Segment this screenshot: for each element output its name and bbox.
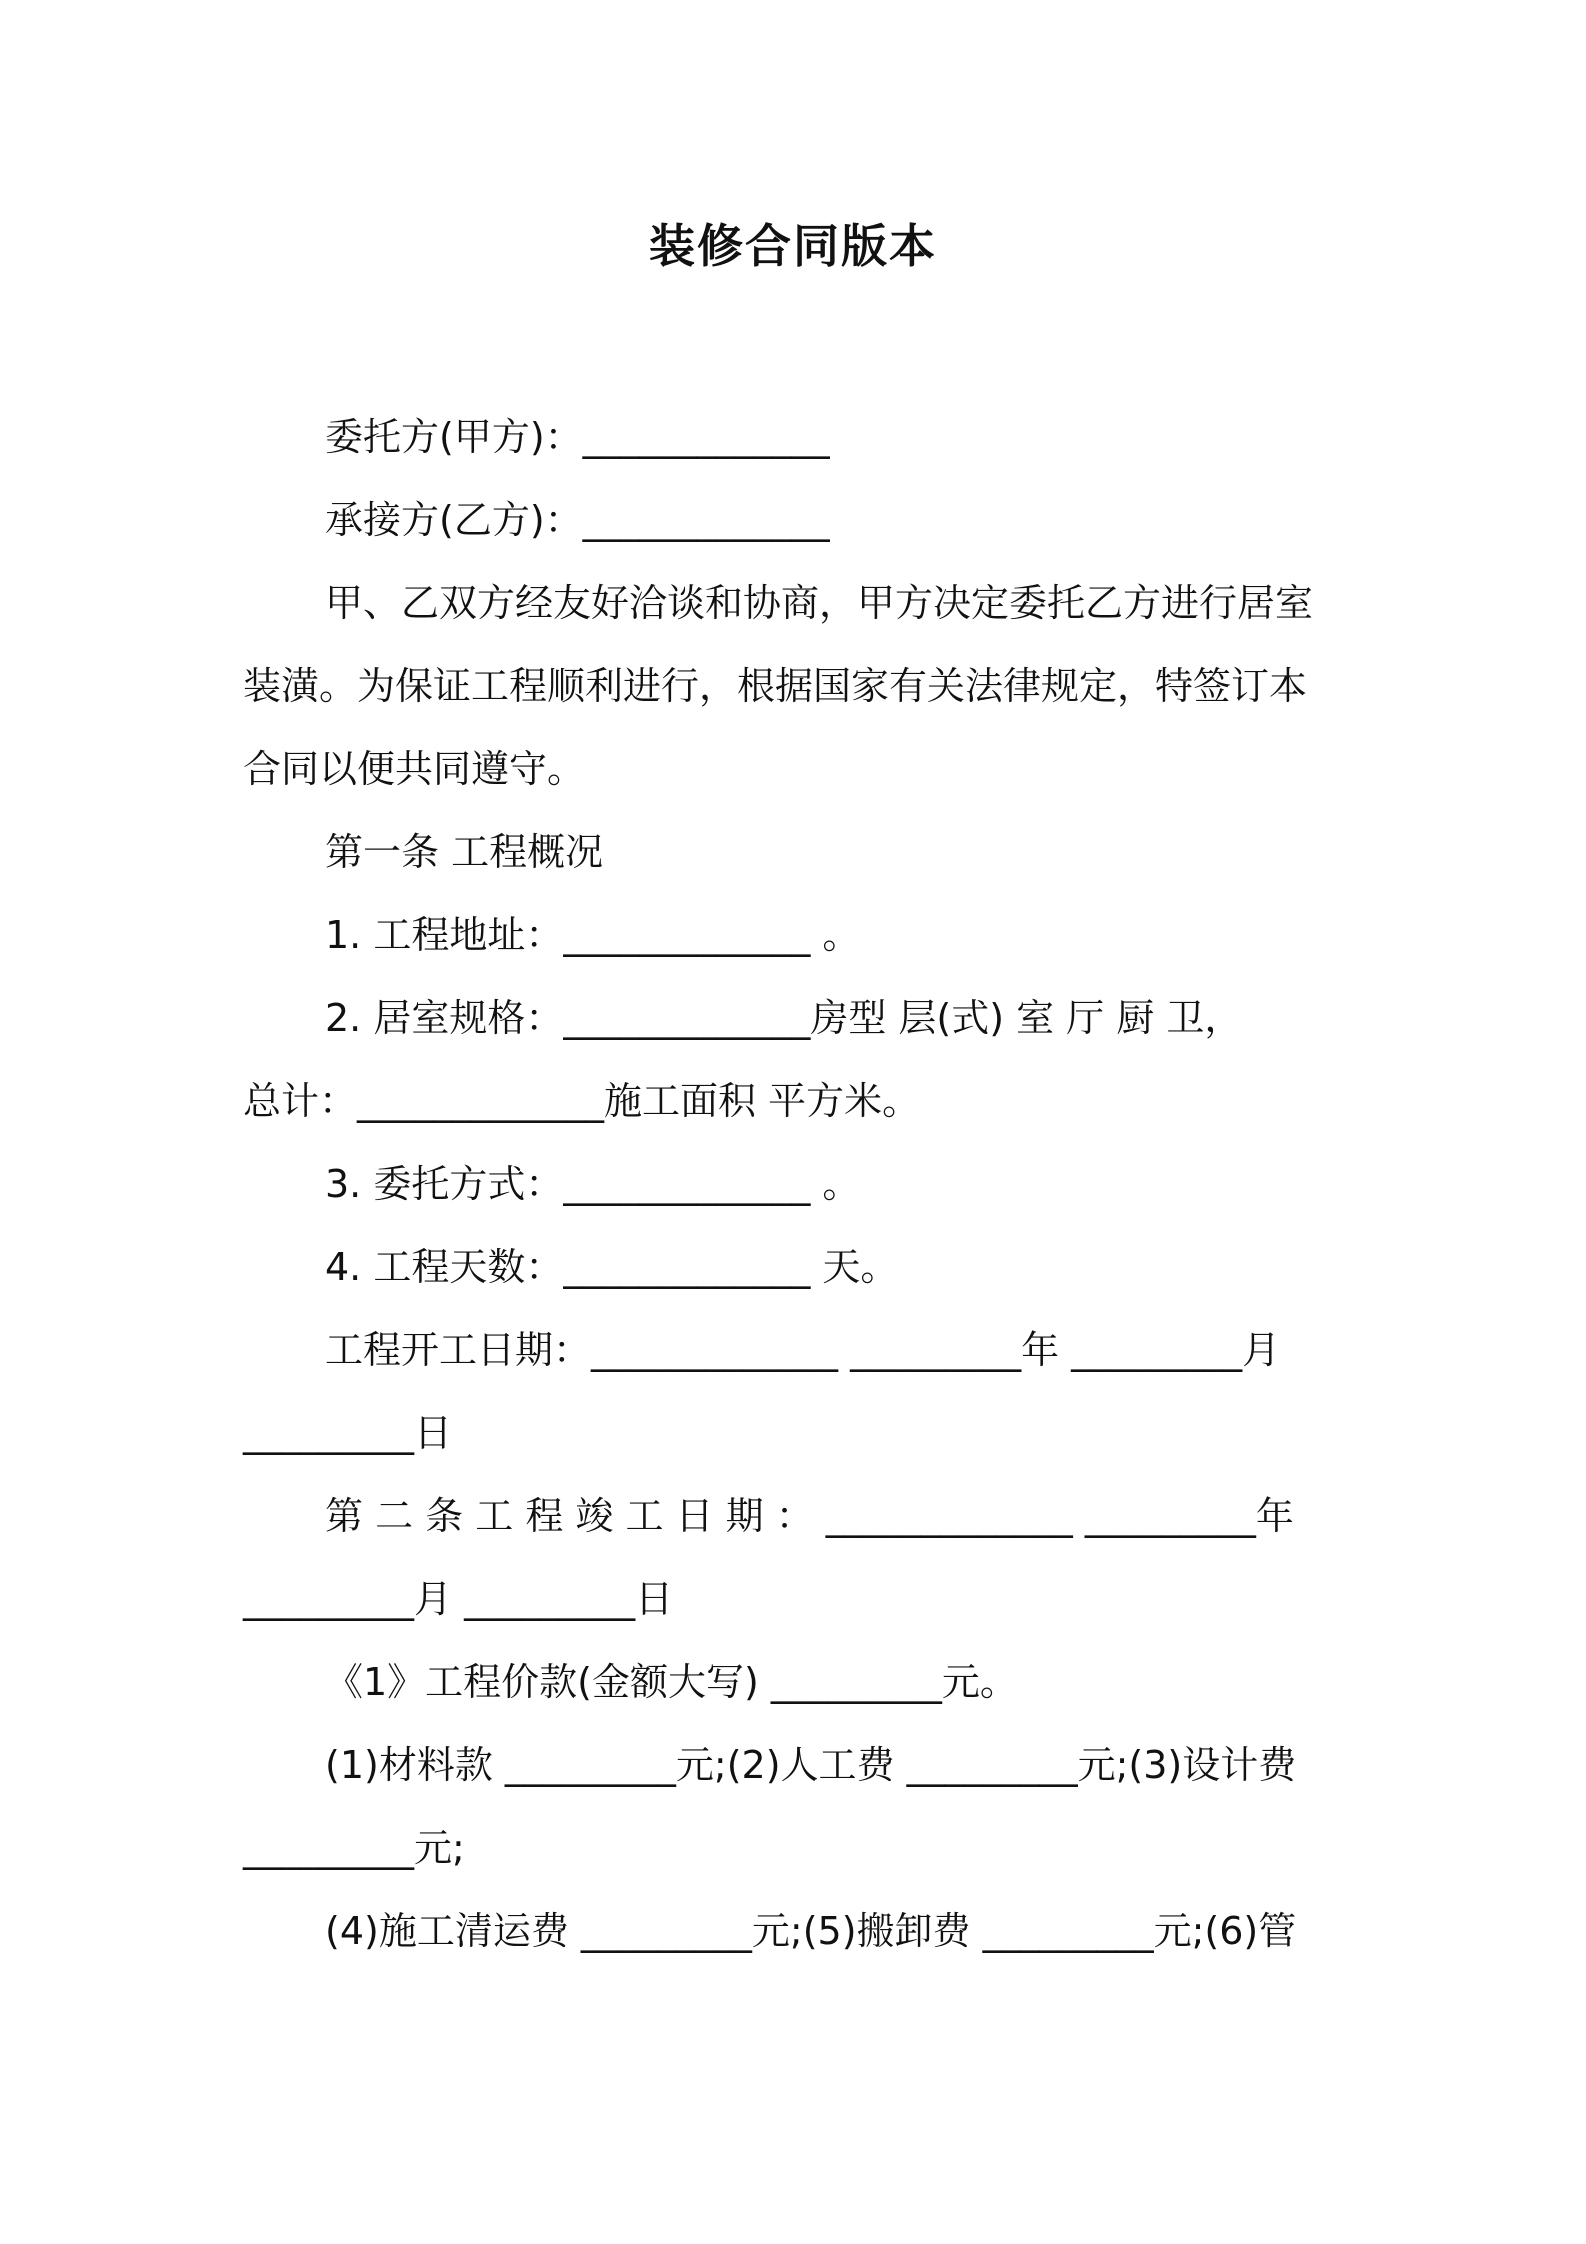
party-a-line: 委托方(甲方)：_____________ xyxy=(325,415,830,459)
cost-items-line-2: _________元; xyxy=(243,1826,465,1870)
start-date-line: 工程开工日期：_____________ _________年 _________月 xyxy=(325,1328,1281,1372)
document-title: 装修合同版本 xyxy=(649,219,937,273)
item-project-days: 4. 工程天数：_____________ 天。 xyxy=(325,1245,899,1289)
start-date-day-line: _________日 xyxy=(243,1411,453,1455)
completion-date-month-day: _________月 _________日 xyxy=(243,1577,674,1621)
preamble-line-3: 合同以便共同遵守。 xyxy=(243,747,586,791)
preamble-line-1: 甲、乙双方经友好洽谈和协商，甲方决定委托乙方进行居室 xyxy=(325,581,1314,625)
party-b-line: 承接方(乙方)：_____________ xyxy=(325,498,830,542)
article-1-heading: 第一条 工程概况 xyxy=(325,830,604,874)
preamble-line-2: 装潢。为保证工程顺利进行，根据国家有关法律规定，特签订本 xyxy=(243,664,1308,708)
project-price-line: 《1》工程价款(金额大写) _________元。 xyxy=(325,1660,1018,1704)
cost-items-line-3: (4)施工清运费 _________元;(5)搬卸费 _________元;(6)管 xyxy=(325,1909,1297,1953)
item-total-area: 总计：_____________施工面积 平方米。 xyxy=(243,1079,921,1123)
item-commission-method: 3. 委托方式：_____________ 。 xyxy=(325,1162,861,1206)
cost-items-line-1: (1)材料款 _________元;(2)人工费 _________元;(3)设计费 xyxy=(325,1743,1297,1787)
item-address: 1. 工程地址：_____________ 。 xyxy=(325,913,861,957)
article-2-completion-date: 第 二 条 工 程 竣 工 日 期 ： _____________ _________年 xyxy=(325,1494,1294,1538)
item-room-spec: 2. 居室规格：_____________房型 层(式) 室 厅 厨 卫， xyxy=(325,996,1243,1040)
